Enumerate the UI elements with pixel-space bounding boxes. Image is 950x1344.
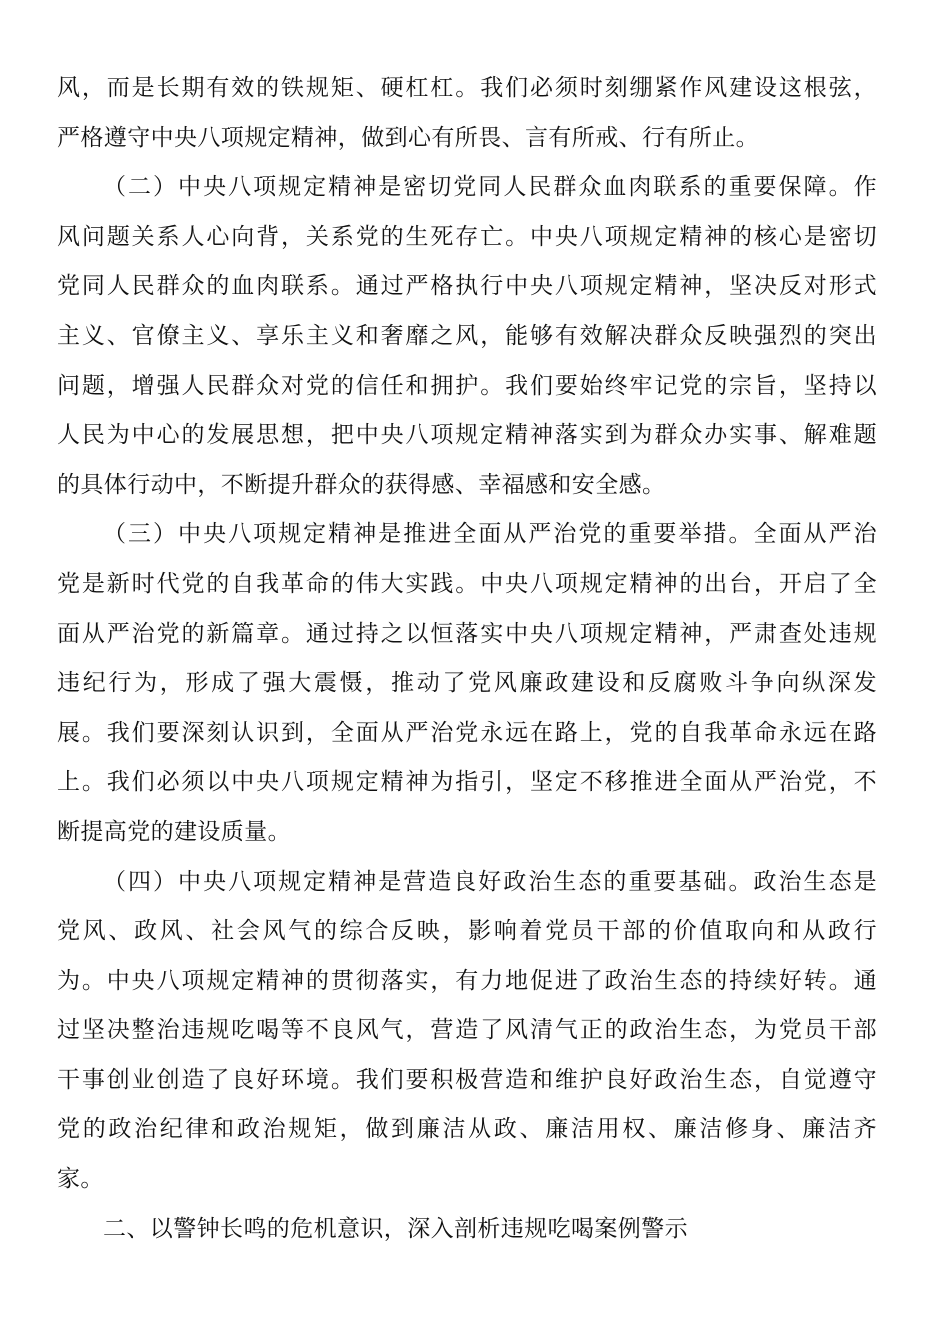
text-line: （二）中央八项规定精神是密切党同人民群众血肉联系的重要保障。作 [103,174,877,201]
text-line: 家。 [57,1166,104,1193]
text-line: 风，而是长期有效的铁规矩、硬杠杠。我们必须时刻绷紧作风建设这根弦， [57,75,877,101]
text-line: 干事创业创造了良好环境。我们要积极营造和维护良好政治生态，自觉遵守 [57,1066,877,1093]
text-line: 党风、政风、社会风气的综合反映，影响着党员干部的价值取向和从政行 [57,918,877,945]
paragraph-section-2 [57,163,877,510]
section-heading-2: 二、以警钟长鸣的危机意识，深入剖析违规吃喝案例警示 [103,1215,688,1242]
text-line: 为。中央八项规定精神的贯彻落实，有力地促进了政治生态的持续好转。通 [57,967,877,994]
text-line: 展。我们要深刻认识到，全面从严治党永远在路上，党的自我革命永远在路 [57,719,877,746]
text-line: 上。我们必须以中央八项规定精神为指引，坚定不移推进全面从严治党，不 [57,769,877,796]
text-line: 党是新时代党的自我革命的伟大实践。中央八项规定精神的出台，开启了全 [57,570,877,597]
text-line: （三）中央八项规定精神是推进全面从严治党的重要举措。全面从严治 [103,521,877,548]
text-line: 风问题关系人心向背，关系党的生死存亡。中央八项规定精神的核心是密切 [57,223,877,250]
text-line: 的具体行动中，不断提升群众的获得感、幸福感和安全感。 [57,471,666,498]
document-body [57,64,877,1254]
text-line: 主义、官僚主义、享乐主义和奢靡之风，能够有效解决群众反映强烈的突出 [57,322,877,349]
text-line: 党的政治纪律和政治规矩，做到廉洁从政、廉洁用权、廉洁修身、廉洁齐 [57,1116,877,1143]
paragraph-continuation [57,64,877,163]
text-line: 严格遵守中央八项规定精神，做到心有所畏、言有所戒、行有所止。 [57,124,759,151]
text-line: 人民为中心的发展思想，把中央八项规定精神落实到为群众办实事、解难题 [57,422,877,449]
text-line: 过坚决整治违规吃喝等不良风气，营造了风清气正的政治生态，为党员干部 [57,1017,877,1044]
text-line: 断提高党的建设质量。 [57,818,291,845]
text-line: 问题，增强人民群众对党的信任和拥护。我们要始终牢记党的宗旨，坚持以 [57,372,877,399]
text-line: （四）中央八项规定精神是营造良好政治生态的重要基础。政治生态是 [103,868,877,895]
paragraph-section-4 [57,858,877,1205]
paragraph-section-3 [57,510,877,857]
text-line: 面从严治党的新篇章。通过持之以恒落实中央八项规定精神，严肃查处违规 [57,620,877,647]
text-line: 违纪行为，形成了强大震慑，推动了党风廉政建设和反腐败斗争向纵深发 [57,670,877,697]
text-line: 党同人民群众的血肉联系。通过严格执行中央八项规定精神，坚决反对形式 [57,273,877,300]
